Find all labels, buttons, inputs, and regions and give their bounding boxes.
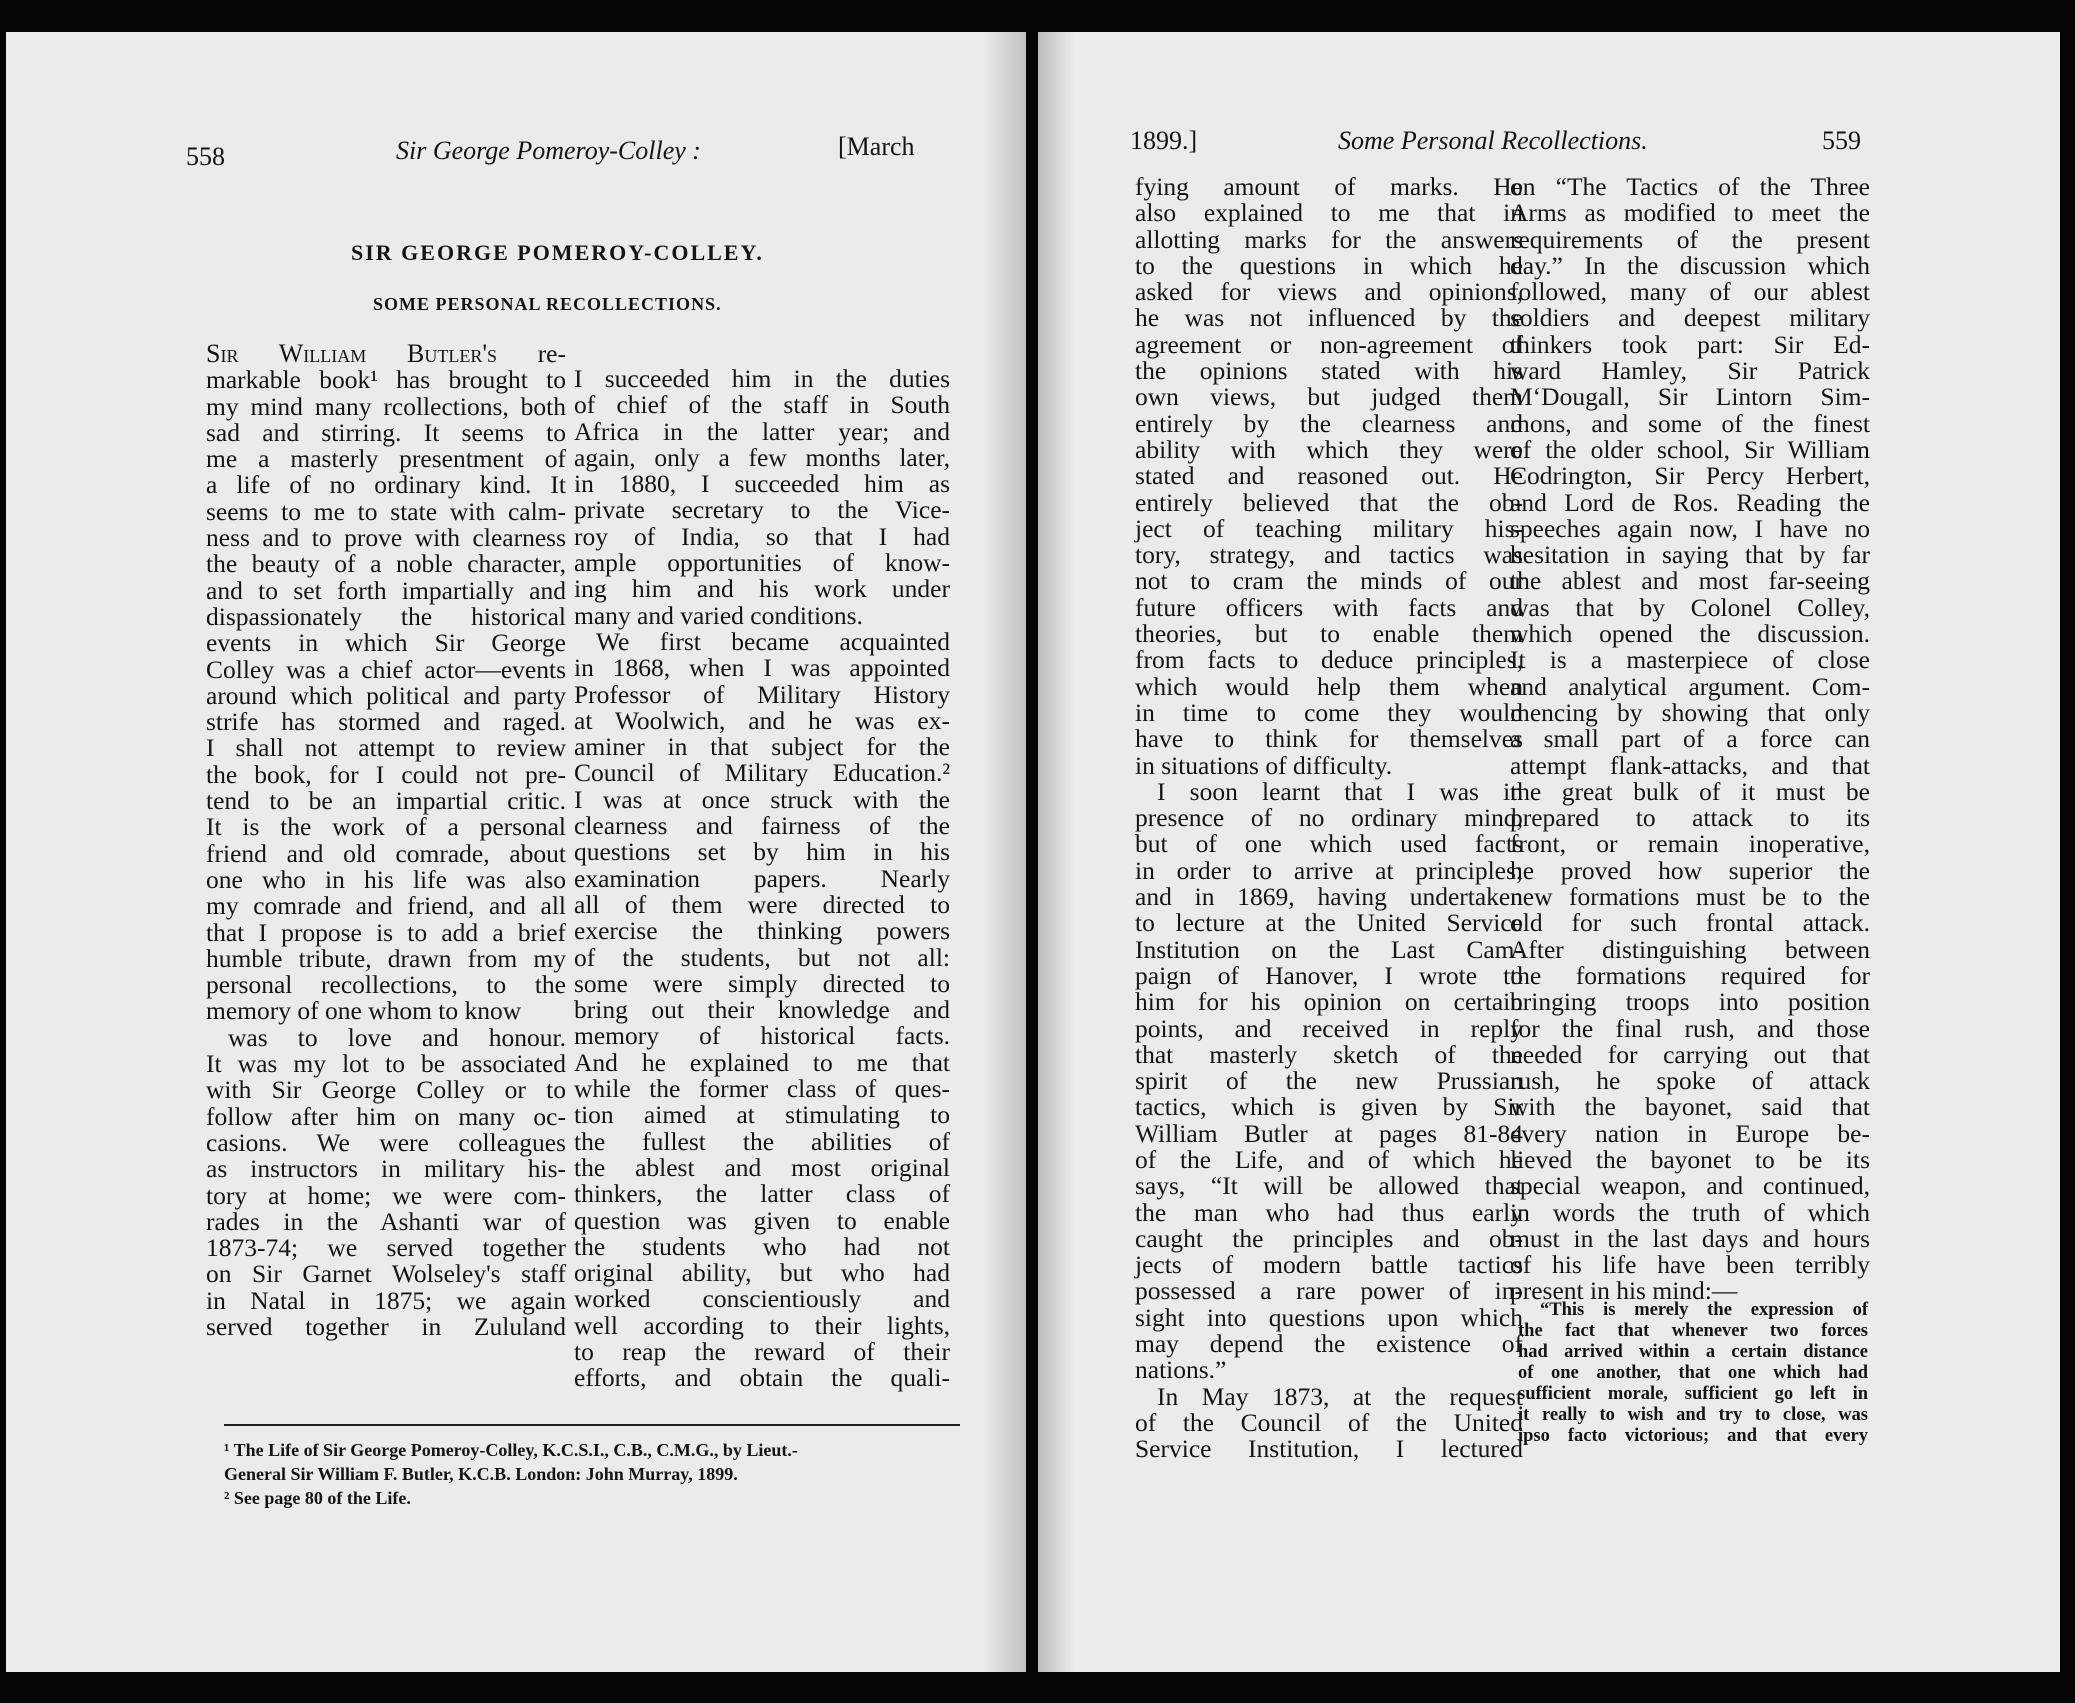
- opening-line: [206, 341, 566, 367]
- text-line: sight into questions upon which: [1135, 1302, 1523, 1332]
- right-page: [1038, 32, 2060, 1672]
- text-line: while the former class of ques-: [574, 1074, 950, 1104]
- text-line: I succeeded him in the duties: [574, 364, 950, 393]
- text-line: markable book¹ has brought to: [206, 365, 566, 395]
- text-line: 1873-74; we served together: [206, 1233, 566, 1263]
- footnote-2: ² See page 80 of the Life.: [224, 1488, 411, 1508]
- text-line: sad and stirring. It seems to: [206, 417, 566, 447]
- text-line: spirit of the new Prussian: [1135, 1066, 1523, 1096]
- text-line: he was not influenced by the: [1135, 303, 1523, 333]
- text-line: front, or remain inoperative,: [1510, 829, 1870, 859]
- text-line: may depend the existence of: [1135, 1329, 1523, 1359]
- text-line: nations.”: [1135, 1355, 1227, 1385]
- opening-rest: re-: [497, 339, 566, 368]
- text-line: followed, many of our ablest: [1510, 277, 1870, 307]
- text-line: ness and to prove with clearness: [206, 523, 566, 553]
- text-line: follow after him on many oc-: [206, 1101, 566, 1131]
- text-line: on “The Tactics of the Three: [1510, 172, 1870, 201]
- text-line: mons, and some of the finest: [1510, 408, 1870, 438]
- text-line: him for his opinion on certain: [1135, 987, 1523, 1017]
- text-line: but of one which used facts: [1135, 829, 1523, 859]
- text-line: in time to come they would: [1135, 697, 1523, 727]
- text-line: memory of historical facts.: [574, 1021, 950, 1051]
- text-line: the fullest the abilities of: [574, 1126, 950, 1156]
- text-line: lieved the bayonet to be its: [1510, 1144, 1870, 1174]
- text-line: not to cram the minds of our: [1135, 566, 1523, 596]
- running-date: [March: [838, 132, 915, 161]
- text-line: tory, strategy, and tactics was: [1135, 540, 1523, 570]
- text-line: Arms as modified to meet the: [1510, 198, 1870, 228]
- column-right-1: [1135, 174, 1523, 1463]
- quote-line: “This is merely the expression of: [1540, 1300, 1868, 1320]
- text-line: own views, but judged them: [1135, 382, 1523, 412]
- text-line: as instructors in military his-: [206, 1154, 566, 1184]
- text-line: theories, but to enable them: [1135, 619, 1523, 649]
- text-line: entirely by the clearness and: [1135, 408, 1523, 438]
- text-line: exercise the thinking powers: [574, 916, 950, 946]
- text-line: that I propose is to add a brief: [206, 917, 566, 947]
- text-line: the book, for I could not pre-: [206, 759, 566, 789]
- text-line: And he explained to me that: [574, 1047, 950, 1077]
- text-line: in order to arrive at principles;: [1135, 855, 1523, 885]
- text-line: stated and reasoned out. He: [1135, 461, 1523, 491]
- text-line: ward Hamley, Sir Patrick: [1510, 356, 1870, 386]
- quote-line: it really to wish and try to close, was: [1518, 1405, 1868, 1425]
- text-line: and analytical argument. Com-: [1510, 671, 1870, 701]
- text-line: ample opportunities of know-: [574, 548, 950, 578]
- left-page: [6, 32, 1026, 1672]
- text-line: William Butler at pages 81-84: [1135, 1118, 1523, 1148]
- text-line: clearness and fairness of the: [574, 811, 950, 841]
- text-line: It was my lot to be associated: [206, 1049, 566, 1079]
- running-date: 1899.]: [1130, 126, 1198, 155]
- text-line: he proved how superior the: [1510, 855, 1870, 885]
- text-line: the ablest and most far-seeing: [1510, 566, 1870, 596]
- text-line: with Sir George Colley or to: [206, 1075, 566, 1105]
- text-line: of the Life, and of which he: [1135, 1144, 1523, 1174]
- text-line: memory of one whom to know: [206, 996, 522, 1026]
- text-line: tend to be an impartial critic.: [206, 786, 566, 816]
- text-line: hesitation in saying that by far: [1510, 540, 1870, 570]
- text-line: bring out their knowledge and: [574, 995, 950, 1025]
- text-line: asked for views and opinions,: [1135, 277, 1523, 307]
- text-line: question was given to enable: [574, 1205, 950, 1235]
- text-line: soldiers and deepest military: [1510, 303, 1870, 333]
- text-line: prepared to attack to its: [1510, 803, 1870, 833]
- text-line: I soon learnt that I was in: [1157, 776, 1523, 806]
- text-line: a life of no ordinary kind. It: [206, 470, 566, 500]
- text-line: must in the last days and hours: [1510, 1223, 1870, 1253]
- text-line: paign of Hanover, I wrote to: [1135, 960, 1523, 990]
- text-line: presence of no ordinary mind,: [1135, 803, 1523, 833]
- text-line: at Woolwich, and he was ex-: [574, 705, 950, 735]
- text-line: tion aimed at stimulating to: [574, 1100, 950, 1130]
- text-line: have to think for themselves: [1135, 724, 1523, 754]
- text-line: dispassionately the historical: [206, 601, 566, 631]
- text-line: Professor of Military History: [574, 679, 950, 709]
- text-line: In May 1873, at the request: [1157, 1381, 1523, 1411]
- text-line: of the Council of the United: [1135, 1407, 1523, 1437]
- text-line: events in which Sir George: [206, 628, 566, 658]
- text-line: of his life have been terribly: [1510, 1250, 1870, 1280]
- text-line: with the bayonet, said that: [1510, 1092, 1870, 1122]
- page-number: 559: [1822, 126, 1861, 155]
- text-line: day.” In the discussion which: [1510, 250, 1870, 280]
- text-line: fying amount of marks. He: [1135, 172, 1523, 201]
- text-line: the formations required for: [1510, 960, 1870, 990]
- text-line: ing him and his work under: [574, 574, 950, 604]
- text-line: was that by Colonel Colley,: [1510, 592, 1870, 622]
- text-line: to the questions in which he: [1135, 250, 1523, 280]
- text-line: allotting marks for the answers: [1135, 224, 1523, 254]
- text-line: on Sir Garnet Wolseley's staff: [206, 1259, 566, 1289]
- text-line: It is a masterpiece of close: [1510, 645, 1870, 675]
- text-line: bringing troops into position: [1510, 987, 1870, 1017]
- text-line: private secretary to the Vice-: [574, 495, 950, 525]
- text-line: Council of Military Education.²: [574, 758, 950, 788]
- text-line: my mind many rcollections, both: [206, 391, 566, 421]
- text-line: around which political and party: [206, 680, 566, 710]
- text-line: of chief of the staff in South: [574, 390, 950, 420]
- text-line: says, “It will be allowed that: [1135, 1171, 1523, 1201]
- text-line: We first became acquainted: [596, 626, 950, 656]
- text-line: worked conscientiously and: [574, 1284, 950, 1314]
- text-line: thinkers took part: Sir Ed-: [1510, 329, 1870, 359]
- text-line: entirely believed that the ob-: [1135, 487, 1523, 517]
- text-line: special weapon, and continued,: [1510, 1171, 1870, 1201]
- text-line: tory at home; we were com-: [206, 1180, 566, 1210]
- text-line: the opinions stated with his: [1135, 356, 1523, 386]
- text-line: all of them were directed to: [574, 889, 950, 919]
- text-line: I was at once struck with the: [574, 784, 950, 814]
- text-line: points, and received in reply: [1135, 1013, 1523, 1043]
- text-line: also explained to me that in: [1135, 198, 1523, 228]
- text-line: which opened the discussion.: [1510, 619, 1870, 649]
- running-title: Some Personal Recollections.: [1338, 126, 1648, 155]
- text-line: M‘Dougall, Sir Lintorn Sim-: [1510, 382, 1870, 412]
- text-line: rades in the Ashanti war of: [206, 1206, 566, 1236]
- text-line: Institution on the Last Cam-: [1135, 934, 1523, 964]
- text-line: speeches again now, I have no: [1510, 513, 1870, 543]
- text-line: original ability, but who had: [574, 1258, 950, 1288]
- text-line: the ablest and most original: [574, 1152, 950, 1182]
- text-line: ject of teaching military his-: [1135, 513, 1523, 543]
- text-line: to lecture at the United Service: [1135, 908, 1523, 938]
- text-line: questions set by him in his: [574, 837, 950, 867]
- text-line: my comrade and friend, and all: [206, 891, 566, 921]
- text-line: the beauty of a noble character,: [206, 549, 566, 579]
- gutter-shadow: [982, 32, 1026, 1672]
- text-line: seems to me to state with calm-: [206, 496, 566, 526]
- text-line: the man who had thus early: [1135, 1197, 1523, 1227]
- text-line: attempt flank-attacks, and that: [1510, 750, 1870, 780]
- text-line: agreement or non-agreement of: [1135, 329, 1523, 359]
- text-line: future officers with facts and: [1135, 592, 1523, 622]
- text-line: caught the principles and ob-: [1135, 1223, 1523, 1253]
- column-right-2: [1510, 174, 1870, 1305]
- column-left-2: [574, 366, 950, 1392]
- text-line: examination papers. Nearly: [574, 863, 950, 893]
- text-line: ability with which they were: [1135, 434, 1523, 464]
- text-line: Codrington, Sir Percy Herbert,: [1510, 461, 1870, 491]
- text-line: in words the truth of which: [1510, 1197, 1870, 1227]
- text-line: a small part of a force can: [1510, 724, 1870, 754]
- text-line: and Lord de Ros. Reading the: [1510, 487, 1870, 517]
- text-line: thinkers, the latter class of: [574, 1179, 950, 1209]
- text-line: Africa in the latter year; and: [574, 416, 950, 446]
- text-line: humble tribute, drawn from my: [206, 943, 566, 973]
- text-line: in Natal in 1875; we again: [206, 1285, 566, 1315]
- text-line: efforts, and obtain the quali-: [574, 1363, 950, 1393]
- text-line: again, only a few months later,: [574, 442, 950, 472]
- text-line: one who in his life was also: [206, 864, 566, 894]
- text-line: served together in Zululand: [206, 1311, 566, 1341]
- text-line: many and varied conditions.: [574, 600, 863, 630]
- text-line: for the final rush, and those: [1510, 1013, 1870, 1043]
- text-line: friend and old comrade, about: [206, 838, 566, 868]
- text-line: in 1868, when I was appointed: [574, 653, 950, 683]
- text-line: present in his mind:—: [1510, 1276, 1738, 1306]
- column-left-1: [206, 341, 566, 1340]
- text-line: needed for carrying out that: [1510, 1039, 1870, 1069]
- text-line: aminer in that subject for the: [574, 732, 950, 762]
- text-line: and in 1869, having undertaken: [1135, 882, 1523, 912]
- text-line: requirements of the present: [1510, 224, 1870, 254]
- text-line: to reap the reward of their: [574, 1336, 950, 1366]
- text-line: casions. We were colleagues: [206, 1127, 566, 1157]
- text-line: After distinguishing between: [1510, 934, 1870, 964]
- text-line: of the older school, Sir William: [1510, 434, 1870, 464]
- text-line: It is the work of a personal: [206, 812, 566, 842]
- text-line: which would help them when: [1135, 671, 1523, 701]
- quote-line: of one another, that one which had: [1518, 1363, 1868, 1383]
- article-subtitle: SOME PERSONAL RECOLLECTIONS.: [373, 294, 722, 314]
- text-line: tactics, which is given by Sir: [1135, 1092, 1523, 1122]
- footnote-1-line-1: ¹ The Life of Sir George Pomeroy-Colley, K.C.S.I., C.B., C.M.G., by Lieut.-: [224, 1440, 798, 1460]
- text-line: possessed a rare power of in-: [1135, 1276, 1523, 1306]
- text-line: was to love and honour.: [228, 1022, 566, 1052]
- text-line: personal recollections, to the: [206, 970, 566, 1000]
- article-title: SIR GEORGE POMEROY-COLLEY.: [351, 240, 764, 265]
- block-quote: [1518, 1300, 1868, 1447]
- text-line: Service Institution, I lectured: [1135, 1434, 1523, 1464]
- footnote-1-line-2: General Sir William F. Butler, K.C.B. London: John Murray, 1899.: [224, 1464, 738, 1484]
- text-line: in situations of difficulty.: [1135, 750, 1393, 780]
- quote-line: sufficient morale, sufficient go left in: [1518, 1384, 1868, 1404]
- quote-line: the fact that whenever two forces: [1518, 1321, 1868, 1341]
- text-line: jects of modern battle tactics: [1135, 1250, 1523, 1280]
- text-line: old for such frontal attack.: [1510, 908, 1870, 938]
- text-line: every nation in Europe be-: [1510, 1118, 1870, 1148]
- text-line: of the students, but not all:: [574, 942, 950, 972]
- text-line: that masterly sketch of the: [1135, 1039, 1523, 1069]
- text-line: roy of India, so that I had: [574, 521, 950, 551]
- text-line: the students who had not: [574, 1231, 950, 1261]
- gutter-shadow: [1038, 32, 1074, 1672]
- text-line: well according to their lights,: [574, 1310, 950, 1340]
- text-line: the great bulk of it must be: [1510, 776, 1870, 806]
- text-line: Colley was a chief actor—events: [206, 654, 566, 684]
- running-title: Sir George Pomeroy-Colley :: [396, 136, 701, 165]
- text-line: in 1880, I succeeded him as: [574, 469, 950, 499]
- text-line: I shall not attempt to review: [206, 733, 566, 763]
- quote-line: had arrived within a certain distance: [1518, 1342, 1868, 1362]
- text-line: from facts to deduce principles,: [1135, 645, 1523, 675]
- text-line: me a masterly presentment of: [206, 444, 566, 474]
- opening-smallcaps: Sir William Butler's: [206, 339, 498, 368]
- text-line: rush, he spoke of attack: [1510, 1066, 1870, 1096]
- footnote-rule: [224, 1424, 960, 1426]
- text-line: strife has stormed and raged.: [206, 707, 566, 737]
- text-line: new formations must be to the: [1510, 882, 1870, 912]
- page-number: 558: [186, 142, 225, 171]
- quote-line: ipso facto victorious; and that every: [1518, 1426, 1868, 1446]
- text-line: mencing by showing that only: [1510, 697, 1870, 727]
- text-line: some were simply directed to: [574, 968, 950, 998]
- text-line: and to set forth impartially and: [206, 575, 566, 605]
